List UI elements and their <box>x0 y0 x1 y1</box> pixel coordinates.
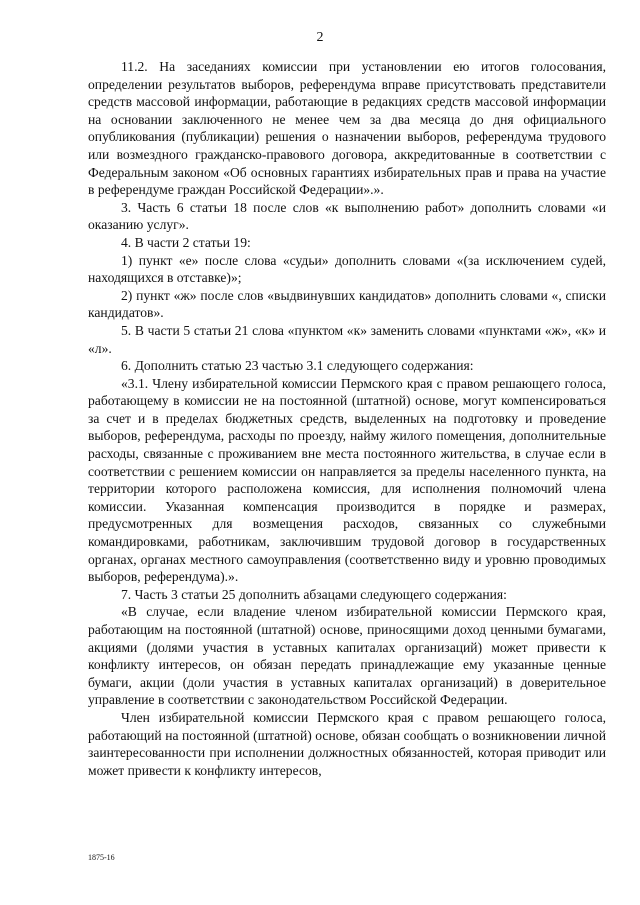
paragraph-4: 4. В части 2 статьи 19: <box>121 234 251 250</box>
paragraph-4-item-1: 1) пункт «е» после слова «судьи» дополнить словами «(за исключением судей, находящихся в отставке)»; <box>88 252 606 286</box>
page-number: 2 <box>316 30 324 45</box>
paragraph-7-quote-2: Член избирательной комиссии Пермского края с правом решающего голоса, работающий на постоянной (штатной) основе, обязан сообщать о возникновении личной заинтересованности при исполнении должностных обязанностей, которая приводит или может привести к конфликту интересов, <box>88 709 606 778</box>
paragraph-3: 3. Часть 6 статьи 18 после слов «к выполнению работ» дополнить словами «и оказанию услуг». <box>88 199 606 233</box>
paragraph-5: 5. В части 5 статьи 21 слова «пунктом «к» заменить словами «пунктами «ж», «к» и «л». <box>88 322 606 356</box>
document-body <box>88 58 606 779</box>
paragraph-7: 7. Часть 3 статьи 25 дополнить абзацами следующего содержания: <box>121 586 507 602</box>
document-code: 1875-16 <box>88 853 115 862</box>
paragraph-7-quote-1: «В случае, если владение членом избирательной комиссии Пермского края, работающим на постоянной (штатной) основе, приносящими доход ценными бумагами, акциями (долями участия в уставных капиталах организаций) может привести к конфликту интересов, он обязан передать принадлежащие ему указанные ценные бумаги, акции (доли участия в уставных капиталах организаций) в доверительное управление в соответствии с законодательством Российской Федерации. <box>88 604 606 708</box>
paragraph-11-2: 11.2. На заседаниях комиссии при установлении ею итогов голосования, определении результатов выборов, референдума вправе присутствовать представители средств массовой информации, работающие в редакциях средств массовой информации на основании заключенного не менее чем за два месяца до дня официального опубликования (публикации) решения о назначении выборов, референдума трудового или возмездного гражданско-правового договора, аккредитованные в соответствии с Федеральным законом «Об основных гарантиях избирательных прав и права на участие в референдуме граждан Российской Федерации».». <box>88 59 606 198</box>
paragraph-4-item-2: 2) пункт «ж» после слов «выдвинувших кандидатов» дополнить словами «, списки кандидатов». <box>88 287 606 321</box>
paragraph-6: 6. Дополнить статью 23 частью 3.1 следующего содержания: <box>121 358 474 374</box>
paragraph-6-quote: «3.1. Члену избирательной комиссии Пермского края с правом решающего голоса, работающему в комиссии не на постоянной (штатной) основе, могут компенсироваться за счет и в пределах бюджетных средств, выделенных на подготовку и проведение выборов, референдума, расходы по проезду, найму жилого помещения, дополнительные расходы, связанные с проживанием вне места постоянного жительства, в случае если в соответствии с решением комиссии он направляется за пределы населенного пункта, на территории которого расположена комиссия, для исполнения полномочий члена комиссии. Указанная компенсация производится в порядке и размерах, предусмотренных для возмещения расходов, связанных со служебными командировками, работникам, заключившим трудовой договор в государственных органах, органах местного самоуправления (соответственно виду и уровню проводимых выборов, референдума).». <box>88 375 606 585</box>
